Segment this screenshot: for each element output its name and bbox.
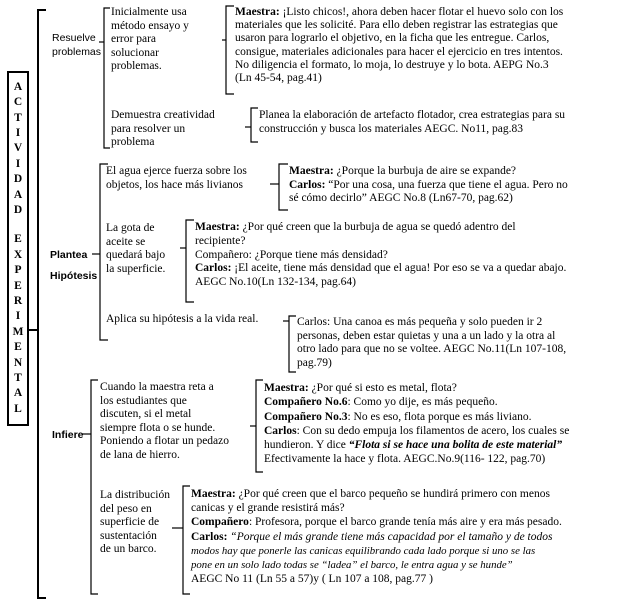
quote-text: “Por una cosa, una fuerza que tiene el agua. Pero no [325,178,568,191]
infiere-quote1 [264,381,569,467]
plantea-quote1 [289,165,568,206]
quote-text: : No es eso, flota porque es más liviano. [347,410,532,423]
text-line: La distribución [100,489,170,501]
quote-italic-line: modos hay que ponerle las canicas equilibrando cada lado porque si uno se las [191,544,536,557]
category-plantea-line1: Plantea [50,249,88,261]
text-line: problema [111,136,155,149]
text-line: los estudiantes que [100,394,187,407]
title-box [7,71,29,426]
quote-text: ¿Porque la burbuja de aire se expande? [333,165,517,177]
title-letter: C [13,96,23,109]
text-line: pag.79) [297,356,332,369]
speaker-label: Maestra: [235,6,280,18]
speaker-label: Maestra: [289,165,334,177]
main-bracket [38,10,46,598]
category-infiere [52,428,84,442]
text-line: otro lado para que no se voltee. AEGC No.11(Ln 107-108, [297,343,567,356]
infiere-quote2 [191,487,562,586]
text-line: Planea la elaboración de artefacto flotador, crea estrategias para su [259,109,566,121]
title-letter: V [13,142,23,155]
quote-text: : Como yo dije, es más pequeño. [347,396,498,409]
title-letter: E [14,233,22,246]
title-letter: I [15,157,21,170]
text-line: quedará bajo [106,249,166,262]
title-letter: A [13,80,23,93]
title-letter: I [15,126,21,139]
quote-text: ¿Por qué si esto es metal, flota? [308,382,457,394]
infiere-quote1-bracket [256,380,263,472]
speaker-label: Compañero No.3 [264,410,348,423]
plantea-desc1 [106,165,247,192]
resuelve-desc2 [111,109,215,150]
text-line: Demuestra creatividad [111,109,215,121]
title-letter: R [13,295,23,308]
category-resuelve-line1: Resuelve [52,32,96,44]
speaker-label: Carlos [264,424,297,437]
quote-text: “Porque el más grande tiene más capacidad por el tamaño y de todos [227,530,553,543]
quote-text: ¡El aceite, tiene más densidad que el agua! Por eso se va a quedar abajo. [231,262,567,275]
title-letter: A [13,387,23,400]
text-line: Inicialmente usa [111,6,187,18]
category-plantea [50,248,97,283]
text-line: El agua ejerce fuerza sobre los [106,165,247,177]
title-letter: I [15,310,21,323]
title-letter: D [13,173,23,186]
text-line: objetos, los hace más livianos [106,178,244,191]
text-line: personas, deben estar quietas y una a un lado y la otra al [297,329,556,342]
text-line: para resolver un [111,122,186,135]
category-infiere-label: Infiere [52,429,84,441]
text-line: error para [111,33,157,46]
speaker-label: Maestra: [195,221,240,233]
text-line: siempre flota o se hunde. [100,421,216,434]
quote-text: ¿Por qué creen que la burbuja de agua se quedó adentro del [239,221,516,233]
quote-emphasis: “Flota si se hace una bolita de este material” [348,439,563,452]
speaker-label: Maestra: [191,488,236,500]
quote-text: : Profesora, porque el barco grande tenía más aire y era más pesado. [248,516,562,529]
text-line: No diligencia el formato, lo moja, lo destruye y lo bota. AEPG No.3 [235,58,549,71]
text-line: superficie de [100,516,160,529]
text-line: problemas. [111,60,162,73]
title-letter: M [12,325,24,338]
plantea-desc2 [106,222,165,276]
speaker-label: Carlos: [195,262,232,275]
resuelve-quote1 [235,6,563,85]
text-line: solucionar [111,46,159,59]
text-line: AEGC No.10(Ln 132-134, pag.64) [195,276,356,289]
text-line: del peso en [100,502,152,515]
text-line: AEGC No 11 (Ln 55 a 57)y ( Ln 107 a 108, pag.77 ) [191,573,433,586]
title-letter: E [14,341,22,354]
speaker-label: Maestra: [264,382,309,394]
title-vertical [13,80,24,418]
quote-text: : Con su dedo empuja los filamentos de acero, los cuales se [296,424,570,437]
text-line: Cuando la maestra reta a [100,381,214,393]
text-line: método ensayo y [111,19,189,32]
resuelve-bracket [104,8,110,148]
text-line: discuten, si el metal [100,408,192,421]
infiere-desc1 [100,381,229,463]
text-line: aceite se [106,235,146,248]
title-letter: E [14,279,22,292]
text-line: consigue, materiales adicionales para hacer el ejercicio en tres intentos. [235,45,563,58]
text-line: canicas y el grande resistirá más? [191,502,345,515]
text-line: recipiente? [195,234,246,247]
title-letter: L [14,402,22,415]
speaker-label: Compañero No.6 [264,396,348,409]
quote-italic-line: pone en un solo lado todas se “ladea” el barco, le entra agua y se hunde” [191,559,513,572]
text-line: materiales que les solicité. Para ello deben registrar las estrategias que [235,19,558,32]
title-letter: N [13,356,23,369]
text-line: Poniendo a flotar un pedazo [100,435,230,448]
speaker-label: Carlos: [289,178,326,191]
plantea-quote2 [195,221,566,290]
text-line: construcción y busca los materiales AEGC. No11, pag.83 [259,122,524,135]
resuelve-quote2 [259,109,565,136]
text-line: Compañero: ¿Porque tiene más densidad? [195,248,388,261]
title-letter: T [14,111,22,124]
plantea-quote3 [297,316,566,370]
quote-text: hundieron. Y dice [264,439,349,452]
resuelve-quote1-bracket [226,6,234,94]
plantea-desc3 [106,313,258,327]
text-line: de un barco. [100,543,157,556]
speaker-label: Carlos: [191,530,228,543]
text-line: de lana de hierro. [100,448,180,461]
title-letter: T [14,372,22,385]
infiere-bracket [91,380,98,594]
infiere-desc2 [100,489,170,557]
category-resuelve [52,31,101,59]
text-line: sé cómo decirlo” AEGC No.8 (Ln67-70, pag.62) [289,192,513,205]
text-line: Aplica su hipótesis a la vida real. [106,313,259,325]
text-line: usaron para lograrlo el objetivo, en la ficha que les entregue. Carlos, [235,32,550,45]
text-line: La gota de [106,222,155,234]
title-word-gap [13,218,24,232]
quote-text: ¡Listo chicos!, ahora deben hacer flotar el huevo solo con los [279,6,564,18]
quote-text: ¿Por qué creen que el barco pequeño se hundirá primero con menos [235,488,550,500]
resuelve-quote2-bracket [251,108,258,142]
text-line: sustentación [100,529,157,542]
speaker-label: Compañero [191,516,249,529]
plantea-quote3-bracket [289,316,296,372]
plantea-quote2-bracket [186,220,194,302]
text-line: (Ln 45-54, pag.41) [235,72,322,85]
title-letter: A [13,188,23,201]
plantea-quote1-bracket [279,164,288,210]
text-line: Carlos: Una canoa es más pequeña y solo pueden ir 2 [297,316,543,328]
resuelve-desc1 [111,6,189,74]
title-letter: D [13,203,23,216]
title-letter: X [13,248,23,261]
text-line: la superficie. [106,262,166,275]
category-plantea-line2: Hipótesis [50,270,98,282]
text-line: Efectivamente la hace y flota. AEGC.No.9(116- 122, pag.70) [264,453,546,466]
title-letter: P [14,264,22,277]
infiere-quote2-bracket [183,486,190,594]
category-resuelve-line2: problemas [52,46,102,58]
